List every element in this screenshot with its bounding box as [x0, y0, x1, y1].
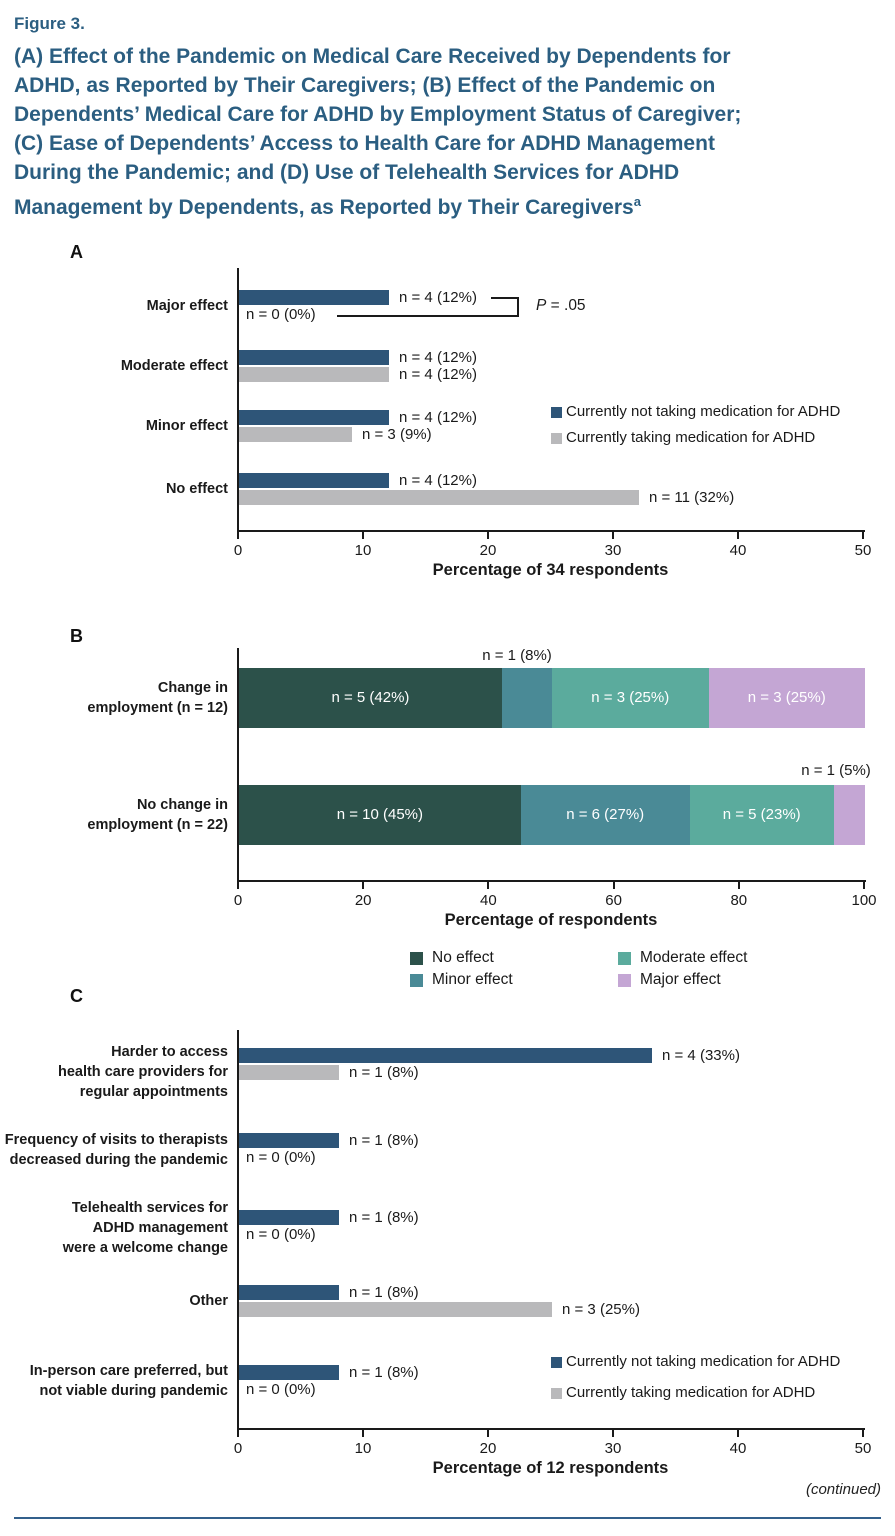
x-tick-label: 30 [604, 1440, 622, 1457]
bracket-line [337, 315, 517, 317]
category-label: Minor effect [145, 418, 228, 434]
x-axis-line [237, 1428, 865, 1430]
panel-label-c: C [70, 986, 83, 1006]
bar-value-label: n = 1 (8%) [482, 647, 552, 664]
bar-value-label: n = 0 (0%) [246, 1226, 316, 1243]
category-label: Major effect [146, 298, 228, 314]
figure-title [14, 42, 886, 222]
bar-segment [239, 473, 389, 488]
stacked-bar-segment [834, 785, 865, 845]
figure-title-line: (C) Ease of Dependents’ Access to Health Care for ADHD Management [14, 132, 715, 155]
figure-title-line: Dependents’ Medical Care for ADHD by Employment Status of Caregiver; [14, 103, 742, 126]
x-tick-label: 20 [479, 1440, 497, 1457]
category-label: Change in employment (n = 12) [87, 680, 228, 716]
x-tick-label: 10 [354, 542, 372, 559]
x-axis-tick [362, 882, 364, 889]
x-axis-tick [487, 882, 489, 889]
x-axis-tick [237, 1430, 239, 1437]
panel-label-a: A [70, 242, 83, 262]
bar-value-label: n = 10 (45%) [336, 806, 423, 823]
bar-segment [239, 1065, 339, 1080]
x-tick-label: 60 [605, 892, 622, 909]
figure-title-line: ADHD, as Reported by Their Caregivers; (B) Effect of the Pandemic on [14, 74, 716, 97]
x-tick-label: 100 [851, 892, 877, 909]
legend-label: Minor effect [432, 971, 513, 988]
bar-value-label: n = 1 (8%) [349, 1209, 419, 1226]
x-tick-label: 40 [729, 1440, 747, 1457]
x-tick-label: 10 [354, 1440, 372, 1457]
title-footnote-marker: a [633, 194, 641, 209]
bar-value-label: n = 3 (9%) [362, 426, 432, 443]
x-axis-tick [737, 1430, 739, 1437]
legend-swatch [410, 952, 423, 965]
legend-label: Currently not taking medication for ADHD [566, 1353, 841, 1370]
legend-swatch [618, 952, 631, 965]
x-axis-tick [612, 532, 614, 539]
x-axis-title: Percentage of 34 respondents [432, 561, 669, 579]
bar-value-label: n = 4 (12%) [399, 409, 477, 426]
x-axis-title: Percentage of respondents [444, 911, 658, 929]
x-tick-label: 40 [480, 892, 497, 909]
legend-label: No effect [432, 949, 494, 966]
bar-segment [239, 1133, 339, 1148]
x-axis-tick [863, 882, 865, 889]
x-axis-tick [487, 532, 489, 539]
bar-segment [239, 490, 639, 505]
bar-value-label: n = 4 (12%) [399, 289, 477, 306]
x-axis-tick [362, 532, 364, 539]
bar-value-label: n = 0 (0%) [246, 1381, 316, 1398]
x-axis-tick [738, 882, 740, 889]
bar-value-label: n = 6 (27%) [566, 806, 645, 823]
bar-value-label: n = 3 (25%) [591, 689, 670, 706]
category-label: Other [189, 1293, 228, 1309]
bar-value-label: n = 0 (0%) [246, 1149, 316, 1166]
bar-value-label: n = 4 (12%) [399, 366, 477, 383]
x-tick-label: 0 [233, 542, 243, 559]
bottom-rule [14, 1517, 881, 1519]
y-axis-line [237, 268, 239, 530]
bracket-line [491, 297, 517, 299]
x-axis-tick [862, 532, 864, 539]
category-label: Telehealth services for ADHD management were a welcome change [62, 1200, 228, 1256]
bar-value-label: n = 1 (8%) [349, 1284, 419, 1301]
stacked-bar-segment [502, 668, 552, 728]
x-axis-tick [737, 532, 739, 539]
bar-value-label: n = 4 (12%) [399, 349, 477, 366]
x-tick-label: 30 [604, 542, 622, 559]
legend-swatch [551, 1357, 562, 1368]
legend-swatch [551, 433, 562, 444]
bar-segment [239, 350, 389, 365]
x-tick-label: 0 [233, 1440, 243, 1457]
bar-value-label: n = 1 (8%) [349, 1132, 419, 1149]
category-label: Moderate effect [120, 358, 228, 374]
bar-value-label: n = 1 (8%) [349, 1364, 419, 1381]
bar-segment [239, 1048, 652, 1063]
legend-swatch [551, 407, 562, 418]
legend-swatch [618, 974, 631, 987]
bar-value-label: n = 3 (25%) [562, 1301, 640, 1318]
bar-value-label: n = 11 (32%) [649, 489, 735, 506]
y-axis-line [237, 1030, 239, 1428]
bar-segment [239, 1365, 339, 1380]
bar-segment [239, 367, 389, 382]
figure-title-line: Management by Dependents, as Reported by Their Caregivers$^a$ [14, 194, 641, 219]
x-axis-tick [612, 1430, 614, 1437]
x-axis-tick [487, 1430, 489, 1437]
legend-label: Currently not taking medication for ADHD [566, 403, 841, 420]
bar-value-label: n = 5 (23%) [722, 806, 801, 823]
x-axis-tick [237, 532, 239, 539]
x-tick-label: 50 [854, 542, 872, 559]
category-label: Harder to access health care providers for regular appointments [57, 1044, 228, 1100]
x-axis-tick [362, 1430, 364, 1437]
bar-segment [239, 410, 389, 425]
bar-segment [239, 1210, 339, 1225]
continued-note: (continued) [805, 1481, 881, 1498]
bar-segment [239, 427, 352, 442]
x-axis-title: Percentage of 12 respondents [432, 1459, 669, 1477]
bar-value-label: n = 1 (8%) [349, 1064, 419, 1081]
x-tick-label: 80 [730, 892, 748, 909]
category-label: No effect [165, 481, 228, 497]
bar-segment [239, 1302, 552, 1317]
bar-value-label: n = 1 (5%) [801, 762, 871, 779]
bar-segment [239, 1285, 339, 1300]
x-axis-tick [862, 1430, 864, 1437]
x-tick-label: 20 [354, 892, 372, 909]
y-axis-line [237, 648, 239, 880]
legend-swatch [551, 1388, 562, 1399]
x-tick-label: 40 [729, 542, 747, 559]
x-tick-label: 50 [854, 1440, 872, 1457]
x-axis-tick [613, 882, 615, 889]
legend-label: Moderate effect [640, 949, 748, 966]
figure-title-line: During the Pandemic; and (D) Use of Telehealth Services for ADHD [14, 161, 680, 184]
category-label: No change in employment (n = 22) [87, 797, 228, 833]
bar-value-label: n = 4 (12%) [399, 472, 477, 489]
legend-label: Major effect [640, 971, 721, 988]
bar-value-label: n = 5 (42%) [331, 689, 410, 706]
figure-title-line: (A) Effect of the Pandemic on Medical Care Received by Dependents for [14, 45, 731, 68]
x-axis-tick [237, 882, 239, 889]
legend-label: Currently taking medication for ADHD [566, 429, 816, 446]
legend-swatch [410, 974, 423, 987]
legend-label: Currently taking medication for ADHD [566, 1384, 816, 1401]
bracket-line [517, 297, 519, 317]
category-label: In-person care preferred, but not viable during pandemic [29, 1363, 228, 1399]
x-axis-line [237, 530, 865, 532]
x-tick-label: 20 [479, 542, 497, 559]
panel-label-b: B [70, 626, 83, 646]
x-axis-line [237, 880, 866, 882]
p-value-label: P = .05 [536, 297, 586, 314]
bar-value-label: n = 4 (33%) [662, 1047, 740, 1064]
bar-value-label: n = 0 (0%) [246, 306, 316, 323]
bar-value-label: n = 3 (25%) [747, 689, 826, 706]
bar-segment [239, 290, 389, 305]
figure-number-label: Figure 3. [14, 14, 85, 33]
x-tick-label: 0 [233, 892, 243, 909]
category-label: Frequency of visits to therapists decreased during the pandemic [4, 1132, 228, 1168]
